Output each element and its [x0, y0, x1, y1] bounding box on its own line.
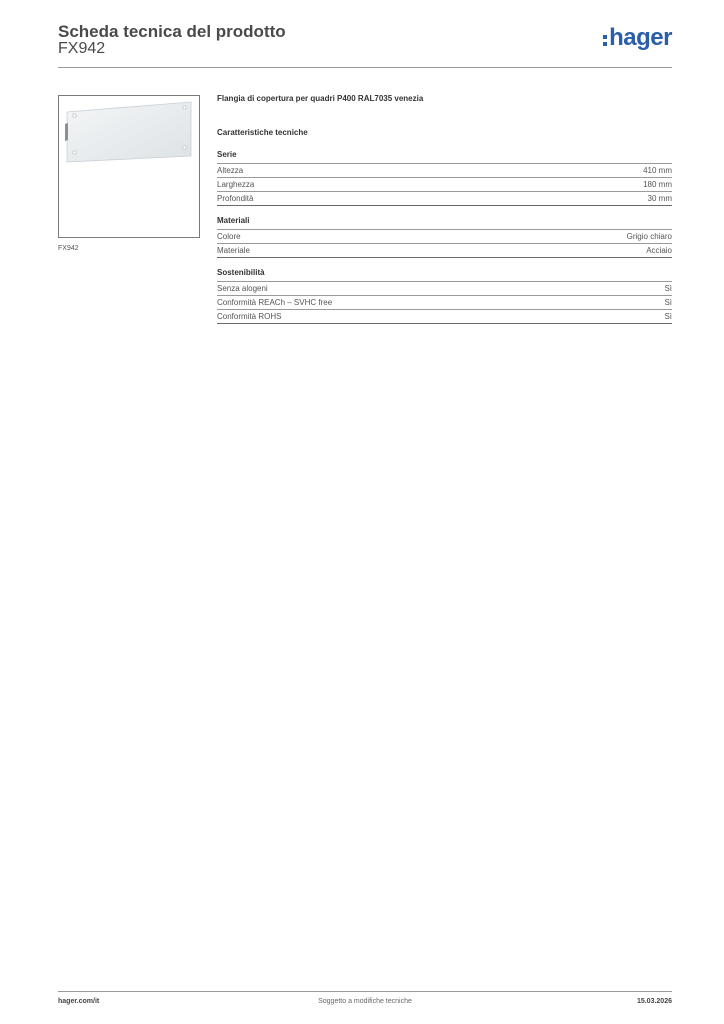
spec-row	[217, 310, 672, 324]
spec-label: Conformità ROHS	[217, 312, 282, 321]
spec-group-materiali	[217, 216, 672, 258]
header-divider	[58, 67, 672, 68]
spec-value: Acciaio	[646, 246, 672, 255]
group-title: Serie	[217, 150, 672, 164]
product-name: Flangia di copertura per quadri P400 RAL7035 venezia	[217, 94, 424, 103]
group-title: Materiali	[217, 216, 672, 230]
spec-label: Senza alogeni	[217, 284, 268, 293]
spec-label: Profondità	[217, 194, 254, 203]
hager-logo[interactable]	[603, 26, 672, 50]
spec-value: Grigio chiaro	[626, 232, 672, 241]
image-caption: FX942	[58, 245, 79, 252]
spec-label: Colore	[217, 232, 241, 241]
spec-label: Conformità REACh – SVHC free	[217, 298, 333, 307]
spec-value: 180 mm	[643, 180, 672, 189]
spec-value: Sì	[664, 298, 672, 307]
spec-row	[217, 178, 672, 192]
product-image-frame	[58, 95, 200, 238]
spec-label: Materiale	[217, 246, 250, 255]
cover-plate-product-image	[59, 96, 199, 237]
spec-value: 30 mm	[647, 194, 672, 203]
logo-dots-icon	[603, 35, 607, 46]
product-code: FX942	[58, 40, 106, 57]
spec-value: 410 mm	[643, 166, 672, 175]
footer-disclaimer: Soggetto a modifiche tecniche	[318, 998, 412, 1005]
spec-row	[217, 164, 672, 178]
spec-content	[217, 94, 672, 324]
footer-website-link[interactable]: hager.com/it	[58, 998, 100, 1005]
footer-divider	[58, 991, 672, 992]
spec-value: Sì	[664, 284, 672, 293]
spec-row	[217, 296, 672, 310]
spec-label: Larghezza	[217, 180, 255, 189]
logo-text: hager	[609, 24, 672, 51]
section-heading: Caratteristiche tecniche	[217, 128, 308, 137]
spec-group-sostenibilita	[217, 268, 672, 324]
spec-row	[217, 282, 672, 296]
spec-row	[217, 192, 672, 206]
spec-label: Altezza	[217, 166, 244, 175]
spec-value: Sì	[664, 312, 672, 321]
page-header	[58, 20, 672, 66]
group-title: Sostenibilità	[217, 268, 672, 282]
spec-row	[217, 244, 672, 258]
spec-row	[217, 230, 672, 244]
footer-date: 15.03.2026	[636, 998, 672, 1005]
page-title: Scheda tecnica del prodotto	[58, 22, 286, 41]
spec-group-serie	[217, 150, 672, 206]
